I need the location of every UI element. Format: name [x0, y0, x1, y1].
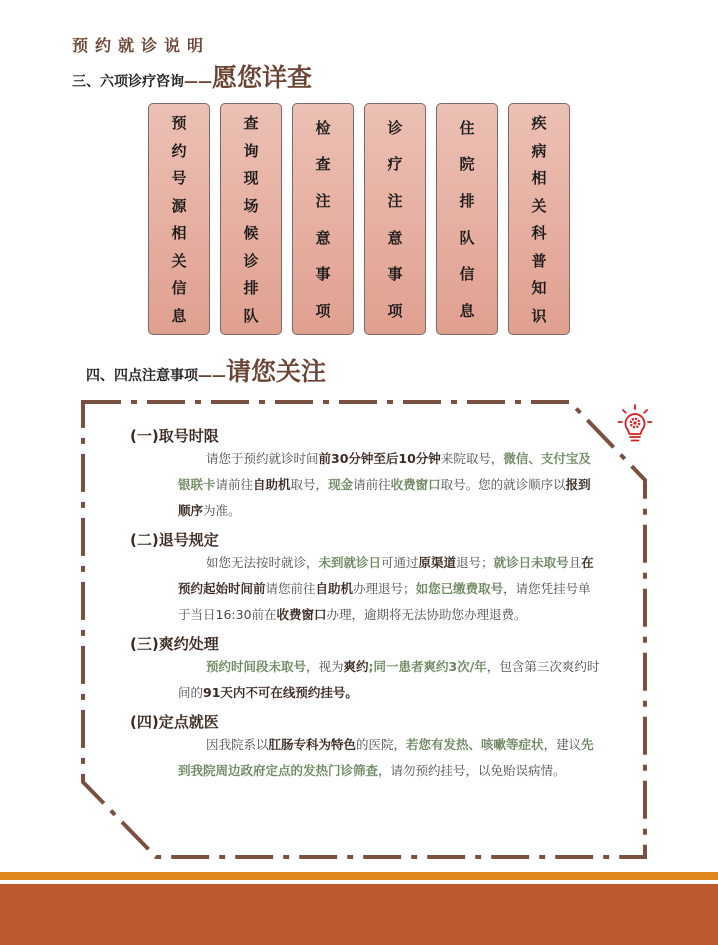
section-title-consultation — [72, 58, 312, 94]
notice-title: (三)爽约处理 — [130, 635, 219, 653]
notice-title: (四)定点就医 — [130, 713, 219, 731]
section-title-notices — [86, 352, 326, 388]
footer-band — [0, 884, 718, 945]
lightbulb-gear-icon — [617, 404, 653, 444]
section-title-separator: —— — [184, 74, 212, 90]
notice-title: (二)退号规定 — [130, 531, 219, 549]
section-title-emphasis: 愿您详查 — [212, 63, 313, 92]
page-header: 预约就诊说明 — [72, 36, 211, 55]
consultation-pills — [148, 103, 570, 335]
section-title-prefix: 三、六项诊疗咨询 — [72, 74, 184, 90]
notice-paragraph: 预约时间段未取号，视为爽约;同一患者爽约3次/年，包含第三次爽约时间的91天内不可在线预约挂号。 — [178, 659, 600, 700]
info-pill: 住 院 排 队 信 息 — [436, 103, 498, 335]
info-pill: 查 询 现 场 候 诊 排 队 — [220, 103, 282, 335]
info-pill: 疾 病 相 关 科 普 知 识 — [508, 103, 570, 335]
section-title-separator: —— — [198, 368, 226, 384]
notice-paragraph: 因我院系以肛肠专科为特色的医院，若您有发热、咳嗽等症状，建议先到我院周边政府定点的发热门诊筛查，请勿预约挂号，以免贻误病情。 — [178, 737, 594, 778]
info-pill: 预 约 号 源 相 关 信 息 — [148, 103, 210, 335]
section-title-emphasis: 请您关注 — [226, 357, 327, 386]
notice-title: (一)取号时限 — [130, 427, 219, 445]
section-title-prefix: 四、四点注意事项 — [86, 368, 198, 384]
footer-band-line — [0, 872, 718, 880]
notice-paragraph: 如您无法按时就诊，未到就诊日可通过原渠道退号；就诊日未取号且在预约起始时间前请您前往自助机办理退号；如您已缴费取号，请您凭挂号单于当日16:30前在收费窗口办理，逾期将无法协助您办理退费。 — [178, 555, 594, 622]
info-pill: 诊 疗 注 意 事 项 — [364, 103, 426, 335]
info-pill: 检 查 注 意 事 项 — [292, 103, 354, 335]
notice-list — [130, 426, 600, 784]
notice-paragraph: 请您于预约就诊时间前30分钟至后10分钟来院取号，微信、支付宝及银联卡请前往自助机取号，现金请前往收费窗口取号。您的就诊顺序以报到顺序为准。 — [178, 451, 591, 518]
